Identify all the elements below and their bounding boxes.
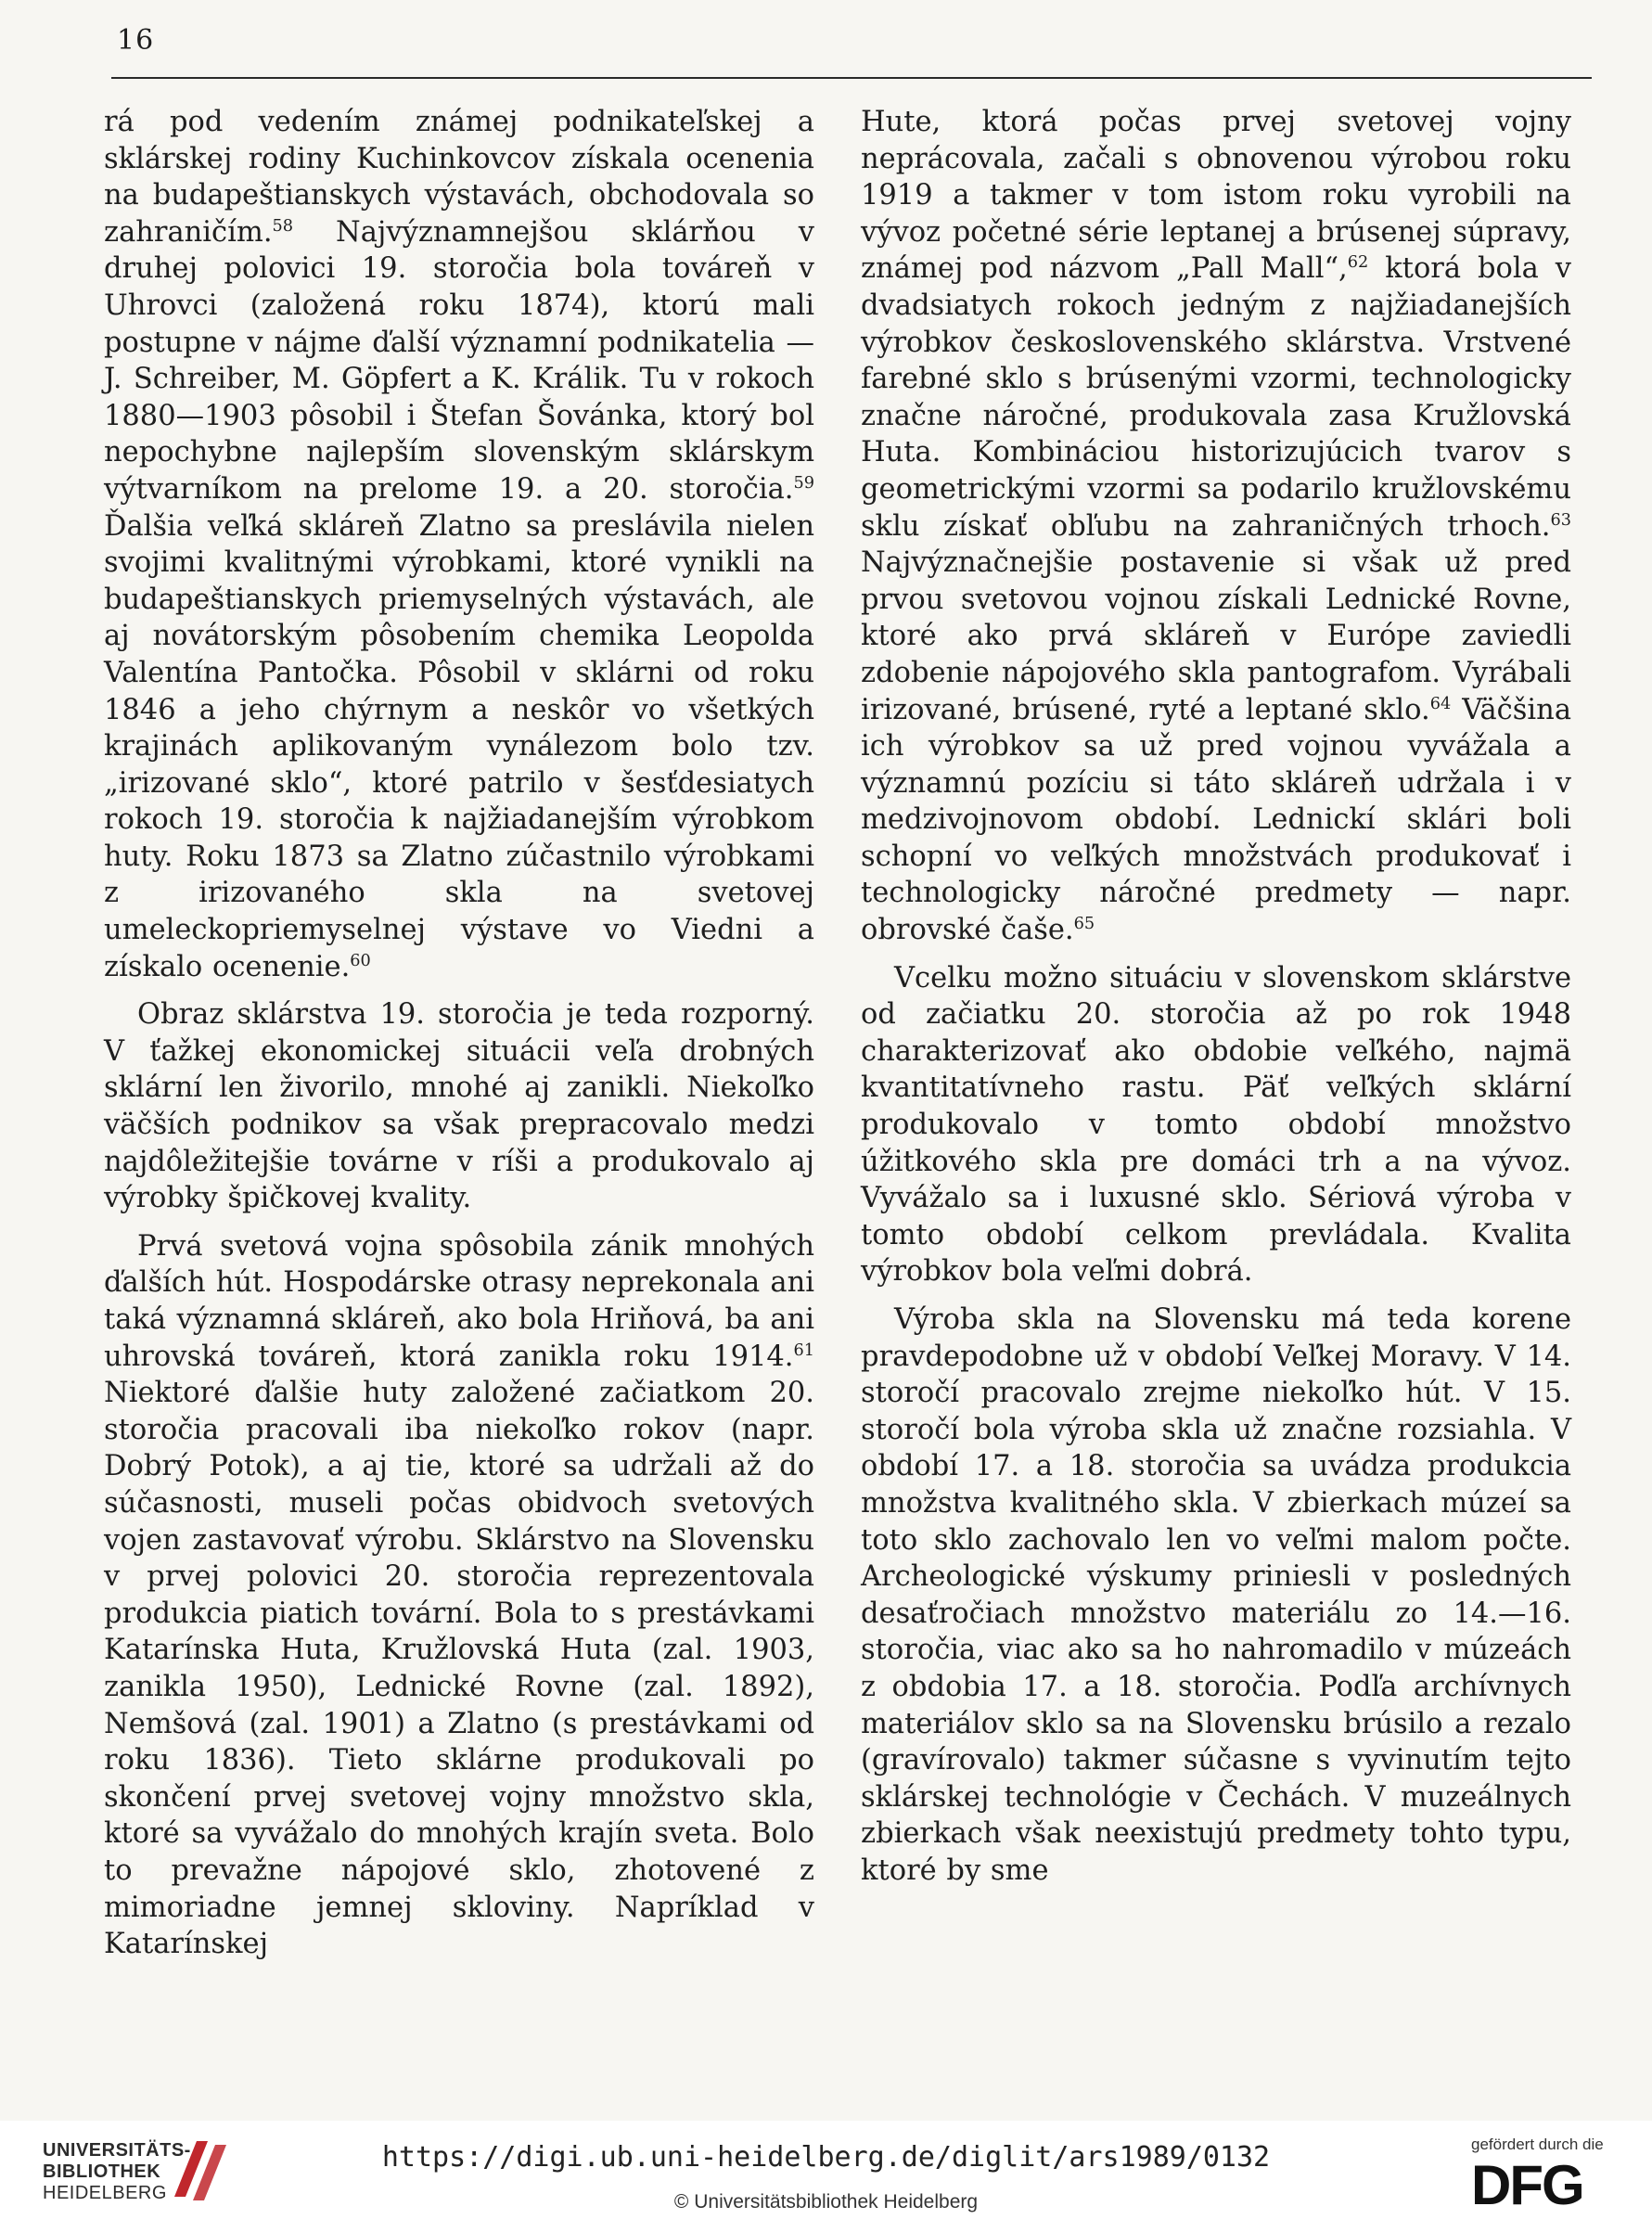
- text-run: Niektoré ďalšie huty založené začiatkom 20. storočia pracovali iba niekoľko rokov (napr. Dobrý Potok), a aj tie, ktoré sa udržali až do súčasnosti, museli počas obidvoch svetových vojen zastavovať výrobu. Sklárstvo na Slovensku v prvej polovici 20. storočia reprezentovala produkcia piatich tovární. Bola to s prestávkami Katarínska Huta, Kružlovská Huta (zal. 1903, zanikla 1950), Lednické Rovne (zal. 1892), Nemšová (zal. 1901) a Zlatno (s prestávkami od roku 1836). Tieto sklárne produkovali po skončení prvej svetovej vojny množstvo skla, ktoré sa vyvážalo do mnohých krajín sveta. Bolo to prevažne nápojové sklo, zhotovené z mimoriadne jemnej skloviny. Napríklad v Katarínskej: [104, 1377, 814, 1961]
- right-column: [861, 104, 1571, 1890]
- dfg-logo[interactable]: DFG: [1471, 2154, 1583, 2216]
- footer-bar: [0, 2121, 1652, 2232]
- text-run: ktorá bola v dvadsiatych rokoch jedným z najžiadanejších výrobkov československého sklárstva. Vrstvené farebné sklo s brúsenými vzormi, technologicky značne náročné, produkovala zasa Kružlovská Huta. Kombináciou historizujúcich tvarov s geometrickými vzormi sa podarilo kružlovskému sklu získať obľubu na zahraničných trhoch.: [861, 252, 1571, 543]
- left-column: [104, 104, 814, 1963]
- text-run: Prvá svetová vojna spôsobila zánik mnohých ďalších hút. Hospodárske otrasy neprekonala ani taká významná skláreň, ako bola Hriňová, ba ani uhrovská továreň, ktorá zanikla roku 1914.: [104, 1229, 814, 1373]
- paragraph: [861, 1302, 1571, 1890]
- paragraph: [104, 1228, 814, 1963]
- footnote-ref: 62: [1347, 253, 1369, 273]
- paragraph: [104, 996, 814, 1217]
- library-name-line3: HEIDELBERG: [43, 2183, 167, 2203]
- footnote-ref: 64: [1429, 694, 1452, 713]
- paragraph: [104, 104, 814, 985]
- text-run: Väčšina ich výrobkov sa už pred vojnou vyvážala a významnú pozíciu si táto skláreň udržala i v medzivojnovom období. Lednickí sklári boli schopní vo veľkých množstvách produkovať i technologicky náročné predmety — napr. obrovské čaše.: [861, 693, 1571, 947]
- text-run: Ďalšia veľká skláreň Zlatno sa preslávila nielen svojimi kvalitnými výrobkami, ktoré vynikli na budapeštianskych priemyselných výstavách, ale aj novátorským pôsobením chemika Leopolda Valentína Pantočka. Pôsobil v sklárni od roku 1846 a jeho chýrnym a neskôr vo všetkých krajinách aplikovaným vynálezom bolo tzv. „irizované sklo“, ktoré patrilo v šesťdesiatych rokoch 19. storočia k najžiadanejším výrobkom huty. Roku 1873 sa Zlatno zúčastnilo výrobkami z irizovaného skla na svetovej umeleckopriemyselnej výstave vo Viedni a získalo ocenenie.: [104, 509, 814, 983]
- funder-label: gefördert durch die: [1471, 2136, 1604, 2153]
- text-run: Obraz sklárstva 19. storočia je teda rozporný. V ťažkej ekonomickej situácii veľa drobných sklární len živorilo, mnohé aj zanikli. Niekoľko väčších podnikov sa však prepracovalo medzi najdôležitejšie továrne v ríši a produkovalo aj výrobky špičkovej kvality.: [104, 998, 814, 1215]
- text-run: Najvýznačnejšie postavenie si však už pred prvou svetovou vojnou získali Lednické Rovne, ktoré ako prvá skláreň v Európe zaviedli zdobenie nápojového skla pantografom. Vyrábali irizované, brúsené, ryté a leptané sklo.: [861, 546, 1571, 726]
- text-run: Výroba skla na Slovensku má teda korene pravdepodobne už v období Veľkej Moravy. V 14. storočí pracovalo zrejme niekoľko hút. V 15. storočí bola výroba skla už značne rozsiahla. V období 17. a 18. storočia sa uvádza produkcia množstva kvalitného skla. V zbierkach múzeí sa toto sklo zachovalo len vo veľmi malom počte. Archeologické výskumy priniesli v posledných desaťročiach množstvo materiálu zo 14.—16. storočia, viac ako sa ho nahromadilo v múzeách z obdobia 17. a 18. storočia. Podľa archívnych materiálov sklo sa na Slovensku brúsilo a rezalo (gravírovalo) takmer súčasne s vyvinutím tejto sklárskej technológie v Čechách. V muzeálnych zbierkach však neexistujú predmety tohto typu, ktoré by sme: [861, 1303, 1571, 1887]
- library-name-line2: BIBLIOTHEK: [43, 2161, 161, 2182]
- footnote-ref: 60: [350, 951, 371, 970]
- footnote-ref: 63: [1550, 510, 1571, 530]
- footnote-ref: 65: [1073, 914, 1095, 933]
- library-name-line1: UNIVERSITÄTS-: [43, 2140, 191, 2161]
- text-run: Hute, ktorá počas prvej svetovej vojny neprácovala, začali s obnovenou výrobou roku 1919 a takmer v tom istom roku vyrobili na vývoz početné série leptanej a brúsenej súpravy, známej pod názvom „Pall Mall“,: [861, 106, 1571, 286]
- footnote-ref: 58: [272, 216, 294, 236]
- footnote-ref: 59: [793, 473, 814, 493]
- text-run: rá pod vedením známej podnikateľskej a sklárskej rodiny Kuchinkovcov získala ocenenia na budapeštianskych výstavách, obchodovala so zahraničím.: [104, 106, 814, 249]
- text-run: Najvýznamnejšou sklárňou v druhej polovici 19. storočia bola továreň v Uhrovci (založená roku 1874), ktorú mali postupne v nájme ďalší významní podnikatelia — J. Schreiber, M. Göpfert a K. Králik. Tu v rokoch 1880—1903 pôsobil i Štefan Šovánka, ktorý bol nepochybne najlepším slovenským sklárskym výtvarníkom na prelome 19. a 20. storočia.: [104, 215, 814, 506]
- header-rule: [111, 77, 1592, 79]
- copyright-notice: © Universitätsbibliothek Heidelberg: [673, 2191, 979, 2213]
- page-number: 16: [117, 24, 155, 57]
- paragraph: [861, 960, 1571, 1290]
- paragraph: [861, 104, 1571, 949]
- footnote-ref: 61: [793, 1340, 814, 1360]
- text-run: Vcelku možno situáciu v slovenskom sklárstve od začiatku 20. storočia až po rok 1948 charakterizovať ako obdobie veľkého, najmä kvantitatívneho rastu. Päť veľkých sklární produkovalo v tomto období množstvo úžitkového skla pre domáci trh a na vývoz. Vyvážalo sa i luxusné sklo. Sériová výroba v tomto období celkom prevládala. Kvalita výrobkov bola veľmi dobrá.: [861, 961, 1571, 1289]
- permalink-url[interactable]: https://digi.ub.uni-heidelberg.de/diglit/ars1989/0132: [381, 2141, 1271, 2174]
